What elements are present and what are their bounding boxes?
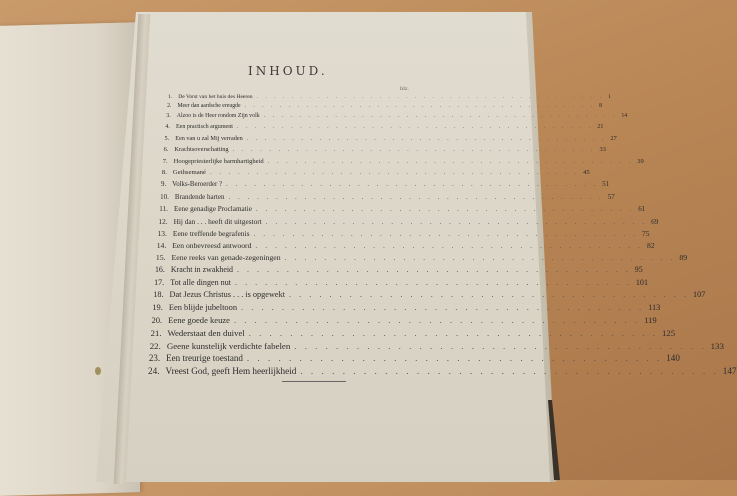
toc-leader-dots: . . . . . . . . . . . . . . . . . . . . . . . . . . . . . . . . . . . . . . . . bbox=[284, 253, 676, 263]
toc-entry-title: Wederstaat den duivel bbox=[167, 327, 245, 338]
toc-heading: INHOUD. bbox=[248, 64, 328, 78]
toc-entry-title: Meer dan aardsche ereugde bbox=[177, 103, 241, 110]
toc-entry bbox=[159, 204, 646, 213]
toc-entry bbox=[155, 253, 688, 263]
toc-entry-number: 5. bbox=[164, 135, 170, 143]
toc-entry-number: 23. bbox=[148, 353, 161, 364]
toc-entry bbox=[162, 157, 644, 165]
toc-entry-page: 147 bbox=[722, 366, 737, 376]
toc-entry-number: 1. bbox=[168, 94, 173, 100]
toc-entry-page: 95 bbox=[634, 265, 643, 275]
toc-leader-dots: . . . . . . . . . . . . . . . . . . . . . . . . . . . . . . . . . . . . . . . . bbox=[256, 94, 605, 100]
toc-leader-dots: . . . . . . . . . . . . . . . . . . . . . . . . . . . . . . . . . . . . . . . . bbox=[233, 315, 641, 326]
toc-entry-number: 12. bbox=[158, 216, 168, 226]
toc-entry-number: 2. bbox=[167, 103, 172, 110]
toc-entry-number: 9. bbox=[161, 180, 167, 188]
toc-entry-page: 107 bbox=[692, 290, 706, 300]
toc-entry-number: 7. bbox=[162, 157, 168, 165]
toc-entry bbox=[154, 265, 643, 275]
toc-leader-dots: . . . . . . . . . . . . . . . . . . . . . . . . . . . . . . . . . . . . . . . . bbox=[300, 366, 719, 376]
toc-entry-page: 113 bbox=[648, 302, 661, 312]
toc-entry bbox=[164, 135, 617, 143]
toc-entry-number: 14. bbox=[156, 240, 167, 250]
toc-entry-page: 101 bbox=[635, 277, 649, 287]
toc-leader-dots: . . . . . . . . . . . . . . . . . . . . . . . . . . . . . . . . . . . . . . . . bbox=[248, 327, 658, 338]
toc-leader-dots: . . . . . . . . . . . . . . . . . . . . . . . . . . . . . . . . . . . . . . . . bbox=[226, 180, 599, 188]
toc-entry bbox=[161, 180, 610, 188]
toc-entry bbox=[149, 340, 724, 351]
toc-entry-page: 140 bbox=[666, 353, 680, 364]
toc-entry-number: 4. bbox=[165, 124, 170, 131]
toc-entry-title: Eene reeks van genade-zegeningen bbox=[171, 253, 281, 263]
toc-entry-title: Een blijde jubeltoon bbox=[168, 302, 238, 312]
toc-entry-title: Krachtsoverschatting bbox=[174, 146, 229, 154]
toc-entry-number: 11. bbox=[159, 204, 168, 213]
toc-entry-number: 22. bbox=[149, 340, 161, 351]
toc-entry-page: 33 bbox=[599, 146, 606, 154]
toc-entry bbox=[152, 302, 661, 312]
toc-entry-number: 15. bbox=[155, 253, 166, 263]
toc-entry bbox=[156, 240, 655, 250]
toc-leader-dots: . . . . . . . . . . . . . . . . . . . . . . . . . . . . . . . . . . . . . . . . bbox=[209, 169, 580, 177]
toc-leader-dots: . . . . . . . . . . . . . . . . . . . . . . . . . . . . . . . . . . . . . . . . bbox=[265, 216, 648, 226]
toc-entry-title: Eene goede keuze bbox=[168, 315, 230, 326]
toc-entry-number: 17. bbox=[154, 277, 165, 287]
toc-leader-dots: . . . . . . . . . . . . . . . . . . . . . . . . . . . . . . . . . . . . . . . . bbox=[246, 135, 607, 143]
toc-entry-number: 16. bbox=[154, 265, 165, 275]
toc-entry bbox=[163, 146, 606, 154]
toc-entry-title: Een treurige toestand bbox=[166, 353, 243, 364]
toc-entry-page: 1 bbox=[608, 94, 611, 100]
toc-entry-title: Hij dan . . . heeft dit uitgestort bbox=[173, 216, 262, 226]
toc-leader-dots: . . . . . . . . . . . . . . . . . . . . . . . . . . . . . . . . . . . . . . . . bbox=[244, 103, 596, 110]
toc-entry-title: Volks-Beroerder ? bbox=[172, 180, 223, 188]
toc-entry-page: 14 bbox=[621, 113, 628, 120]
toc-entry bbox=[154, 277, 649, 287]
toc-entry-number: 20. bbox=[151, 315, 163, 326]
toc-entry-title: Hoogepriesterlijke barmhartigheid bbox=[173, 157, 264, 165]
toc-entry-title: Eene treffende begrafenis bbox=[172, 228, 250, 238]
toc-entry-title: Een van u zal Mij verraden bbox=[175, 135, 243, 143]
toc-entry bbox=[148, 366, 737, 376]
toc-entry bbox=[157, 228, 650, 238]
toc-entry-title: Geene kunstelijk verdichte fabelen bbox=[166, 340, 291, 351]
toc-leader-dots: . . . . . . . . . . . . . . . . . . . . . . . . . . . . . . . . . . . . . . . . bbox=[253, 228, 639, 238]
toc-entry-page: 82 bbox=[647, 240, 655, 250]
toc-leader-dots: . . . . . . . . . . . . . . . . . . . . . . . . . . . . . . . . . . . . . . . . bbox=[267, 157, 634, 165]
toc-entry-title: Alzoo is de Heer rondom Zijn volk bbox=[176, 113, 260, 120]
toc-entry-page: 69 bbox=[651, 216, 659, 226]
toc-leader-dots: . . . . . . . . . . . . . . . . . . . . . . . . . . . . . . . . . . . . . . . . bbox=[246, 353, 663, 364]
toc-entry-title: Brandende harten bbox=[174, 192, 225, 201]
toc-entry-title: Kracht in zwakheid bbox=[170, 265, 234, 275]
toc-entry bbox=[166, 113, 628, 120]
toc-entry bbox=[148, 353, 680, 364]
toc-entry-number: 24. bbox=[148, 366, 160, 376]
toc-entry-page: 8 bbox=[599, 103, 602, 110]
toc-entry-title: Een onbevreesd antwoord bbox=[172, 240, 252, 250]
toc-entry-title: Tot alle dingen nut bbox=[170, 277, 232, 287]
toc-leader-dots: . . . . . . . . . . . . . . . . . . . . . . . . . . . . . . . . . . . . . . . . bbox=[241, 302, 645, 312]
toc-entry-title: Dat Jezus Christus . . . is opgewekt bbox=[169, 290, 286, 300]
toc-entry bbox=[167, 103, 602, 110]
toc-entry-page: 57 bbox=[607, 192, 615, 201]
toc-leader-dots: . . . . . . . . . . . . . . . . . . . . . . . . . . . . . . . . . . . . . . . . bbox=[289, 290, 689, 300]
toc-entry-number: 8. bbox=[161, 169, 167, 177]
toc-entry bbox=[161, 169, 590, 177]
toc-entry-title: De Vorst van het huis des Heeren bbox=[178, 94, 253, 100]
page-column-label: blz. bbox=[400, 86, 410, 92]
toc-entry bbox=[168, 94, 611, 100]
toc-entry-number: 3. bbox=[166, 113, 171, 120]
toc-leader-dots: . . . . . . . . . . . . . . . . . . . . . . . . . . . . . . . . . . . . . . . . bbox=[263, 113, 618, 120]
toc-entry-page: 75 bbox=[642, 228, 650, 238]
toc-entry-page: 61 bbox=[638, 204, 646, 213]
toc-entry-number: 13. bbox=[157, 228, 167, 238]
toc-entry-page: 39 bbox=[637, 157, 644, 165]
toc-entry-page: 27 bbox=[610, 135, 617, 143]
spine-stain bbox=[95, 367, 101, 375]
toc-entry bbox=[165, 124, 604, 131]
toc-leader-dots: . . . . . . . . . . . . . . . . . . . . . . . . . . . . . . . . . . . . . . . . bbox=[255, 240, 644, 250]
toc-leader-dots: . . . . . . . . . . . . . . . . . . . . . . . . . . . . . . . . . . . . . . . . bbox=[294, 340, 707, 351]
toc-entry-page: 51 bbox=[602, 180, 610, 188]
toc-leader-dots: . . . . . . . . . . . . . . . . . . . . . . . . . . . . . . . . . . . . . . . . bbox=[255, 204, 635, 213]
toc-entry-number: 6. bbox=[163, 146, 169, 154]
toc-entry-number: 19. bbox=[152, 302, 163, 312]
toc-entry bbox=[153, 290, 706, 300]
toc-entry bbox=[160, 192, 615, 201]
toc-entry bbox=[158, 216, 659, 226]
toc-entry-number: 21. bbox=[150, 327, 162, 338]
toc-entry-page: 21 bbox=[597, 124, 604, 131]
toc-leader-dots: . . . . . . . . . . . . . . . . . . . . . . . . . . . . . . . . . . . . . . . . bbox=[237, 265, 631, 275]
toc-leader-dots: . . . . . . . . . . . . . . . . . . . . . . . . . . . . . . . . . . . . . . . . bbox=[228, 192, 604, 201]
toc-entry-page: 119 bbox=[644, 315, 657, 326]
toc-entry bbox=[151, 315, 657, 326]
end-divider bbox=[282, 381, 346, 382]
toc-entry-title: Eene genadige Proclamatie bbox=[173, 204, 252, 213]
toc-entry-number: 18. bbox=[153, 290, 164, 300]
toc-entry-title: Vreest God, geeft Hem heerlijkheid bbox=[165, 366, 297, 376]
toc-entry-page: 133 bbox=[710, 340, 724, 351]
toc-entry bbox=[150, 327, 676, 338]
toc-leader-dots: . . . . . . . . . . . . . . . . . . . . . . . . . . . . . . . . . . . . . . . . bbox=[235, 277, 632, 287]
toc-entry-page: 89 bbox=[679, 253, 688, 263]
toc-entry-title: Een practisch argument bbox=[175, 124, 233, 131]
toc-entry-page: 45 bbox=[583, 169, 590, 177]
toc-leader-dots: . . . . . . . . . . . . . . . . . . . . . . . . . . . . . . . . . . . . . . . . bbox=[236, 124, 594, 131]
toc-entry-number: 10. bbox=[160, 192, 169, 201]
toc-leader-dots: . . . . . . . . . . . . . . . . . . . . . . . . . . . . . . . . . . . . . . . . bbox=[232, 146, 596, 154]
toc-entry-title: Gethsemané bbox=[172, 169, 206, 177]
toc-entry-page: 125 bbox=[661, 327, 676, 338]
